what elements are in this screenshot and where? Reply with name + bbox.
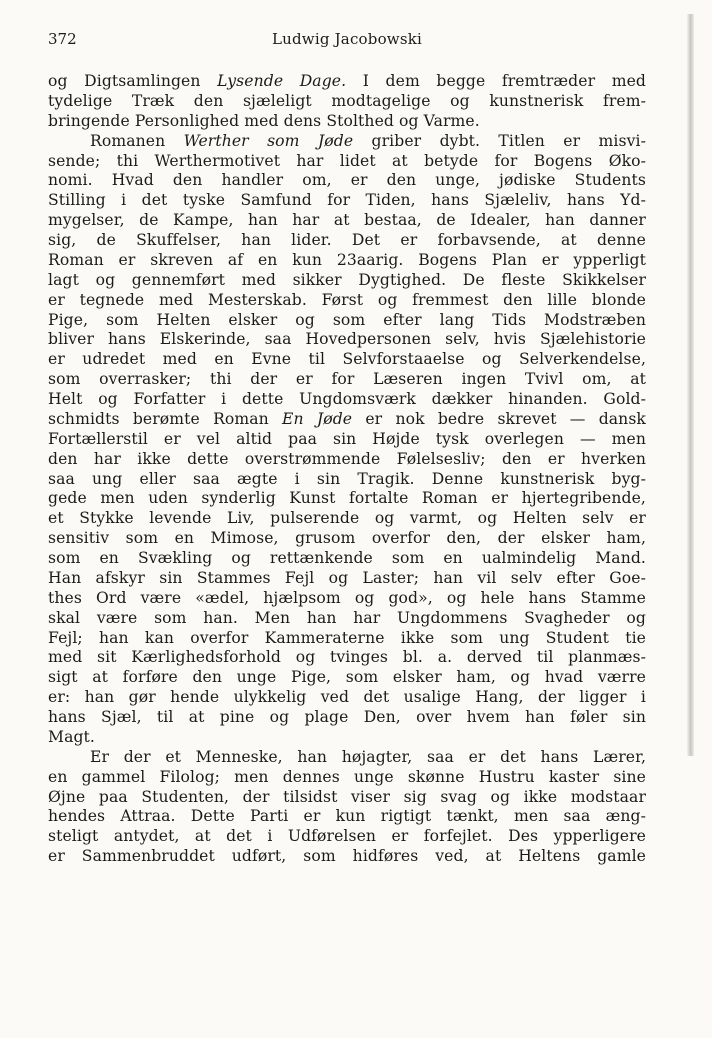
text-segment: en gammel Filolog; men dennes unge skønne Hustru kaster sine	[48, 767, 646, 786]
italic-title: En Jøde	[282, 409, 353, 428]
text-segment: Romanen	[90, 131, 184, 150]
text-line	[48, 410, 646, 430]
italic-title: Werther som Jøde	[183, 131, 354, 150]
text-segment: I dem begge fremtræder med	[346, 72, 646, 90]
text-segment: Pige, som Helten elsker og som efter lang Tids Modstræben	[48, 310, 646, 329]
text-line	[48, 271, 646, 291]
body-text	[48, 72, 646, 867]
text-line	[48, 529, 646, 549]
text-segment: skal være som han. Men han har Ungdommens Svagheder og	[48, 608, 646, 627]
text-line	[48, 807, 646, 827]
text-line	[48, 847, 646, 867]
italic-title: Lysende Dage.	[217, 72, 347, 90]
text-segment: bliver hans Elskerinde, saa Hovedpersonen selv, hvis Sjælehistorie	[48, 330, 646, 349]
text-segment: Er der et Menneske, han højagter, saa er det hans Lærer,	[90, 747, 646, 766]
text-line	[48, 827, 646, 847]
text-line	[48, 470, 646, 490]
text-line	[48, 688, 646, 708]
text-line	[48, 450, 646, 470]
text-segment: steligt antydet, at det i Udførelsen er forfejlet. Des ypperligere	[48, 827, 646, 846]
text-line	[48, 788, 646, 808]
text-line	[48, 509, 646, 529]
text-segment: den har ikke dette overstrømmende Følelsesliv; den er hverken	[48, 449, 646, 468]
text-segment: som overrasker; thi der er for Læseren ingen Tvivl om, at	[48, 370, 646, 389]
text-segment: bringende Personlighed med dens Stolthed og Varme.	[48, 111, 480, 130]
text-line	[48, 251, 646, 271]
text-line	[48, 569, 646, 589]
text-line	[48, 72, 646, 92]
text-segment: thes Ord være «ædel, hjælpsom og god», og hele hans Stamme	[48, 588, 646, 607]
text-line	[48, 92, 646, 112]
text-line	[48, 489, 646, 509]
text-line	[48, 609, 646, 629]
text-line	[48, 549, 646, 569]
text-segment: Stilling i det tyske Samfund for Tiden, hans Sjæleliv, hans Yd-	[48, 191, 646, 210]
text-line	[48, 152, 646, 172]
text-segment: er tegnede med Mesterskab. Først og fremmest den lille blonde	[48, 290, 646, 309]
text-segment: schmidts berømte Roman	[48, 409, 283, 428]
text-segment: et Stykke levende Liv, pulserende og varmt, og Helten selv er	[48, 509, 646, 528]
text-line	[48, 132, 646, 152]
text-segment: griber dybt. Titlen er misvi-	[353, 131, 646, 150]
text-line	[48, 370, 646, 390]
text-line	[48, 390, 646, 410]
text-segment: og Digtsamlingen	[48, 72, 218, 90]
text-line	[48, 311, 646, 331]
text-line	[48, 350, 646, 370]
text-line	[48, 291, 646, 311]
text-line	[48, 330, 646, 350]
text-line	[48, 430, 646, 450]
text-line	[48, 211, 646, 231]
text-line	[48, 589, 646, 609]
text-line	[48, 768, 646, 788]
text-segment: gede men uden synderlig Kunst fortalte Roman er hjertegribende,	[48, 489, 646, 508]
text-segment: Fortællerstil er vel altid paa sin Højde tysk overlegen — men	[48, 429, 646, 448]
page-header	[48, 30, 646, 54]
page-number: 372	[48, 30, 77, 48]
text-segment: Han afskyr sin Stammes Fejl og Laster; han vil selv efter Goe-	[48, 568, 646, 587]
text-segment: saa ung eller saa ægte i sin Tragik. Denne kunstnerisk byg-	[48, 469, 646, 488]
text-segment: er Sammenbruddet udført, som hidføres ved, at Heltens gamle	[48, 847, 646, 866]
text-line	[48, 728, 646, 748]
running-title: Ludwig Jacobowski	[271, 30, 423, 48]
text-segment: sende; thi Werthermotivet har lidet at betyde for Bogens Øko-	[48, 151, 646, 170]
text-segment: Roman er skreven af en kun 23aarig. Bogens Plan er ypperligt	[48, 250, 646, 269]
text-line	[48, 191, 646, 211]
text-segment: tydelige Træk den sjæleligt modtagelige og kunstnerisk frem-	[48, 91, 646, 110]
text-segment: nomi. Hvad den handler om, er den unge, jødiske Students	[48, 171, 646, 190]
text-segment: hans Sjæl, til at pine og plage Den, over hvem han føler sin	[48, 708, 646, 726]
text-segment: Øjne paa Studenten, der tilsidst viser sig svag og ikke modstaar	[48, 787, 646, 806]
text-line	[48, 629, 646, 649]
text-line	[48, 112, 646, 132]
text-segment: hendes Attraa. Dette Parti er kun rigtigt tænkt, men saa æng-	[48, 807, 646, 826]
text-segment: er nok bedre skrevet — dansk	[352, 409, 646, 428]
text-segment: er udredet med en Evne til Selvforstaaelse og Selverkendelse,	[48, 350, 646, 369]
text-line	[48, 748, 646, 768]
text-line	[48, 708, 646, 728]
text-segment: Helt og Forfatter i dette Ungdomsværk dækker hinanden. Gold-	[48, 390, 646, 408]
text-line	[48, 231, 646, 251]
text-segment: er: han gør hende ulykkelig ved det usalige Hang, der ligger i	[48, 688, 646, 707]
text-line	[48, 171, 646, 191]
text-line	[48, 668, 646, 688]
page-edge-shadow	[687, 14, 694, 756]
text-segment: som en Svækling og rettænkende som en ualmindelig Mand.	[48, 549, 646, 567]
text-segment: mygelser, de Kampe, han har at bestaa, de Idealer, han danner	[48, 211, 646, 230]
text-segment: sensitiv som en Mimose, grusom overfor den, der elsker ham,	[48, 529, 646, 548]
text-segment: Magt.	[48, 727, 95, 746]
text-segment: sigt at forføre den unge Pige, som elsker ham, og hvad værre	[48, 668, 646, 687]
text-segment: Fejl; han kan overfor Kammeraterne ikke som ung Student tie	[48, 628, 646, 647]
text-line	[48, 648, 646, 668]
text-segment: med sit Kærlighedsforhold og tvinges bl. a. derved til planmæs-	[48, 648, 646, 667]
text-segment: sig, de Skuffelser, han lider. Det er forbavsende, at denne	[48, 231, 646, 249]
text-segment: lagt og gennemført med sikker Dygtighed. De fleste Skikkelser	[48, 270, 646, 289]
